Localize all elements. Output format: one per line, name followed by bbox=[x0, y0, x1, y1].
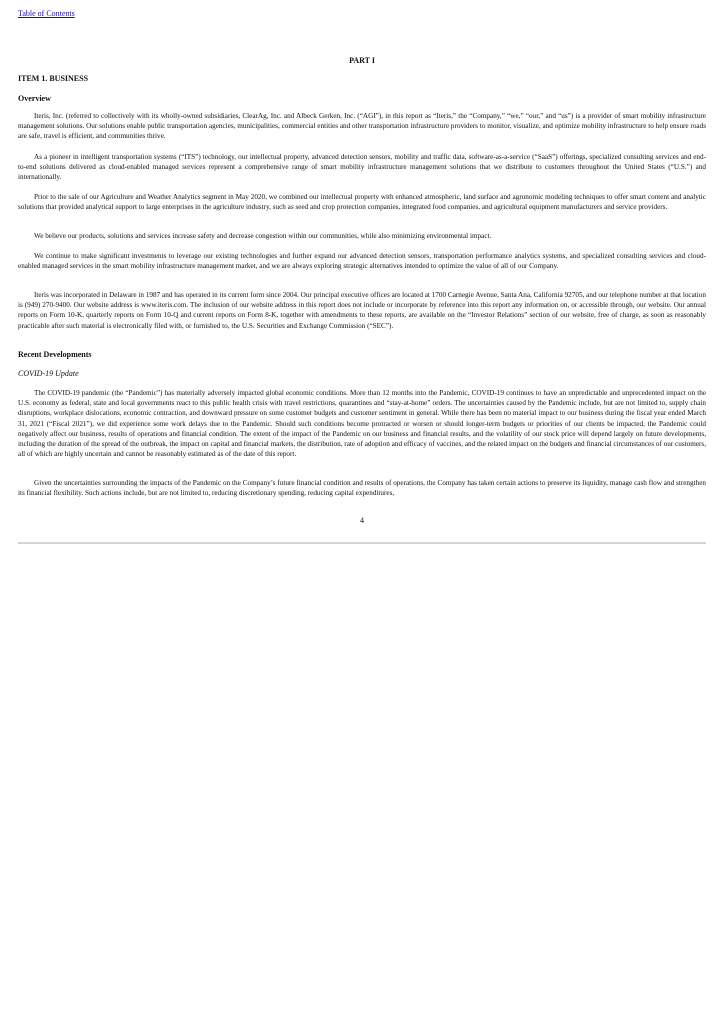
overview-paragraph-1: Iteris, Inc. (referred to collectively with its wholly-owned subsidiaries, ClearAg, Inc. and Albeck Gerken, Inc. (“AGI”), in this report as “Iteris,” the “Company,” “we,” “our,” and “us”) is a provider of smart mobility infrastructure management solutions. Our solutions enable public transportation agencies, municipalities, commercial entities and other transportation infrastructure providers to monitor, visualize, and optimize mobility infrastructure to help ensure roads are safe, travel is efficient, and communities thrive. bbox=[18, 112, 706, 141]
page-number: 4 bbox=[360, 516, 364, 525]
overview-paragraph-3: Prior to the sale of our Agriculture and Weather Analytics segment in May 2020, we combined our intellectual property with enhanced atmospheric, land surface and agronomic modeling techniques to offer smart content and analytic solutions that provided analytical support to large enterprises in the agriculture industry, such as seed and crop protection companies, integrated food companies, and agricultural equipment manufacturers and service providers. bbox=[18, 193, 706, 212]
overview-paragraph-6: Iteris was incorporated in Delaware in 1987 and has operated in its current form since 2004. Our principal executive offices are located at 1700 Carnegie Avenue, Santa Ana, California 92705, and our telephone number at that location is (949) 270-9400. Our website address is www.iteris.com. The inclusion of our website address in this report does not include or incorporate by reference into this report any information on, or accessible through, our website. Our annual reports on Form 10-K, quarterly reports on Form 10-Q and current reports on Form 8-K, together with amendments to these reports, are available on the “Investor Relations” section of our website, free of charge, as soon as reasonably practicable after such material is electronically filed with, or furnished to, the U.S. Securities and Exchange Commission (“SEC”). bbox=[18, 291, 706, 330]
item-heading: ITEM 1. BUSINESS bbox=[18, 74, 89, 83]
table-of-contents-link[interactable]: Table of Contents bbox=[18, 9, 75, 18]
recent-developments-heading: Recent Developments bbox=[18, 350, 92, 359]
overview-paragraph-4: We believe our products, solutions and services increase safety and decrease congestion within our communities, while also minimizing environmental impact. bbox=[34, 232, 492, 240]
covid-paragraph-1: The COVID-19 pandemic (the “Pandemic”) has materially adversely impacted global economic conditions. More than 12 months into the Pandemic, COVID-19 continues to have an unpredictable and unprecedented impact on the U.S. economy as federal, state and local governments react to this public health crisis with travel restrictions, quarantines and “stay-at-home” orders. The uncertainties caused by the Pandemic include, but are not limited to, supply chain disruptions, workplace dislocations, economic contraction, and downward pressure on some customer budgets and customer sentiment in general. While there has been no material impact to our business during the fiscal year ended March 31, 2021 (“Fiscal 2021”), we did experience some work delays due to the Pandemic. Should such conditions become protracted or worsen or should longer-term budgets or priorities of our clients be impacted, the Pandemic could negatively affect our business, results of operations and financial condition. The extent of the impact of the Pandemic on our business and financial results, and the volatility of our stock price will depend largely on future developments, including the duration of the spread of the outbreak, the impact on capital and financial markets, the distribution, rate of adoption and efficacy of vaccines, and the related impact on the budgets and financial circumstances of our customers, all of which are highly uncertain and cannot be reasonably estimated as of the date of this report. bbox=[18, 389, 706, 459]
part-heading: PART I bbox=[349, 56, 375, 65]
overview-heading: Overview bbox=[18, 94, 51, 103]
covid-update-subheading: COVID-19 Update bbox=[18, 369, 79, 378]
overview-paragraph-5: We continue to make significant investments to leverage our existing technologies and further expand our advanced detection sensors, transportation performance analytics systems, and specialized consulting services and cloud-enabled managed services in the smart mobility infrastructure management market, and we are always exploring strategic alternatives intended to optimize the value of all of our Company. bbox=[18, 252, 706, 271]
covid-paragraph-2: Given the uncertainties surrounding the impacts of the Pandemic on the Company’s future financial condition and results of operations, the Company has taken certain actions to preserve its liquidity, manage cash flow and strengthen its financial flexibility. Such actions include, but are not limited to, reducing discretionary spending, reducing capital expenditures, bbox=[18, 479, 706, 498]
overview-paragraph-2: As a pioneer in intelligent transportation systems (“ITS”) technology, our intellectual property, advanced detection sensors, mobility and traffic data, software-as-a-service (“SaaS”) offerings, specialized consulting services and end-to-end solutions delivered as cloud-enabled managed services represent a comprehensive range of smart mobility infrastructure management solutions that we distribute to customers throughout the United States (“U.S.”) and internationally. bbox=[18, 153, 706, 182]
page-divider bbox=[18, 542, 706, 544]
